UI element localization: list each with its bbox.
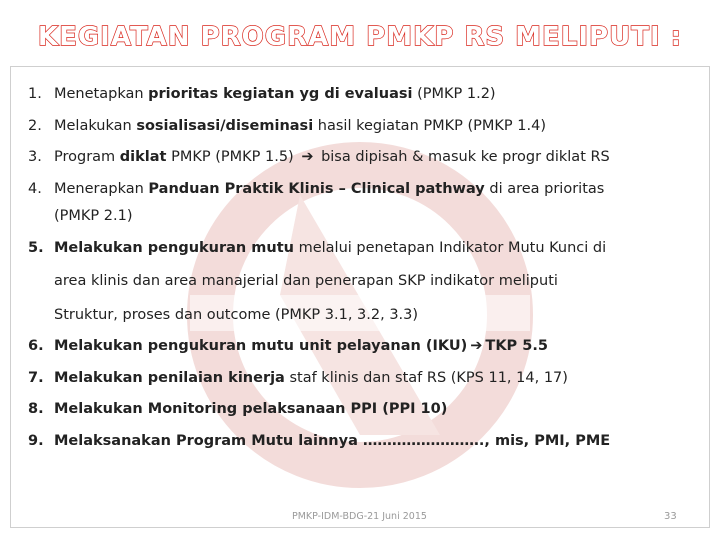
item-bold-text: Melaksanakan Program Mutu lainnya ……………………., mis, PMI, PME: [54, 432, 611, 449]
item-text: staf klinis dan staf RS (KPS 11, 14, 17): [284, 369, 568, 386]
item-bold-text: Melakukan penilaian kinerja: [54, 369, 285, 386]
item-text: di area prioritas: [484, 180, 605, 197]
item-text: melalui penetapan Indikator Mutu Kunci di: [293, 239, 607, 256]
item-text: Melakukan: [54, 117, 137, 134]
arrow-right-icon: ➔: [301, 149, 314, 165]
item-bold-text: Melakukan pengukuran mutu unit pelayanan (IKU): [54, 338, 468, 354]
item-text-continued: Struktur, proses dan outcome (PMKP 3.1, 3.2, 3.3): [54, 306, 419, 323]
item-text: Program: [54, 149, 120, 165]
item-bold-text: diklat: [119, 149, 167, 165]
item-text: Menetapkan: [54, 86, 149, 102]
list-item: [28, 396, 708, 424]
item-text-continued: area klinis dan area manajerial dan penerapan SKP indikator meliputi: [54, 273, 558, 289]
list-item: [28, 428, 708, 456]
item-text: Menerapkan: [54, 180, 149, 197]
item-number: 2.: [28, 117, 42, 134]
item-number: 5.: [28, 239, 44, 256]
item-number: 9.: [28, 432, 44, 449]
item-number: 6.: [28, 338, 44, 354]
activity-list: [28, 81, 708, 455]
item-bold-text: Melakukan pengukuran mutu: [54, 239, 294, 256]
list-item: [28, 176, 708, 231]
list-item: [28, 113, 708, 141]
item-text: hasil kegiatan PMKP (PMKP 1.4): [313, 117, 546, 134]
item-text-continued: (PMKP 2.1): [54, 208, 133, 224]
list-item: [28, 235, 708, 330]
item-bold-text: sosialisasi/diseminasi: [136, 117, 314, 134]
slide-title: KEGIATAN PROGRAM PMKP RS MELIPUTI :: [37, 22, 683, 52]
list-item: [28, 81, 708, 109]
item-bold-text: TKP 5.5: [485, 338, 548, 354]
item-number: 4.: [28, 180, 42, 197]
list-item: [28, 365, 708, 393]
item-bold-text: Panduan Praktik Klinis – Clinical pathway: [148, 180, 485, 197]
list-item: [28, 333, 708, 361]
arrow-right-icon: ➔: [470, 338, 483, 354]
item-number: 7.: [28, 369, 44, 386]
list-item: [28, 144, 708, 172]
item-text: bisa dipisah & masuk ke progr diklat RS: [316, 149, 610, 165]
item-number: 1.: [28, 86, 42, 102]
item-bold-text: prioritas kegiatan yg di evaluasi: [148, 86, 413, 102]
item-text: (PMKP 1.2): [412, 86, 496, 102]
page-number: 33: [664, 511, 677, 522]
item-number: 8.: [28, 401, 44, 417]
item-bold-text: Melakukan Monitoring pelaksanaan PPI (PPI 10): [54, 401, 448, 417]
item-number: 3.: [28, 149, 42, 165]
item-text: PMKP (PMKP 1.5): [166, 149, 299, 165]
slide-footer: PMKP-IDM-BDG-21 Juni 2015: [292, 511, 427, 522]
